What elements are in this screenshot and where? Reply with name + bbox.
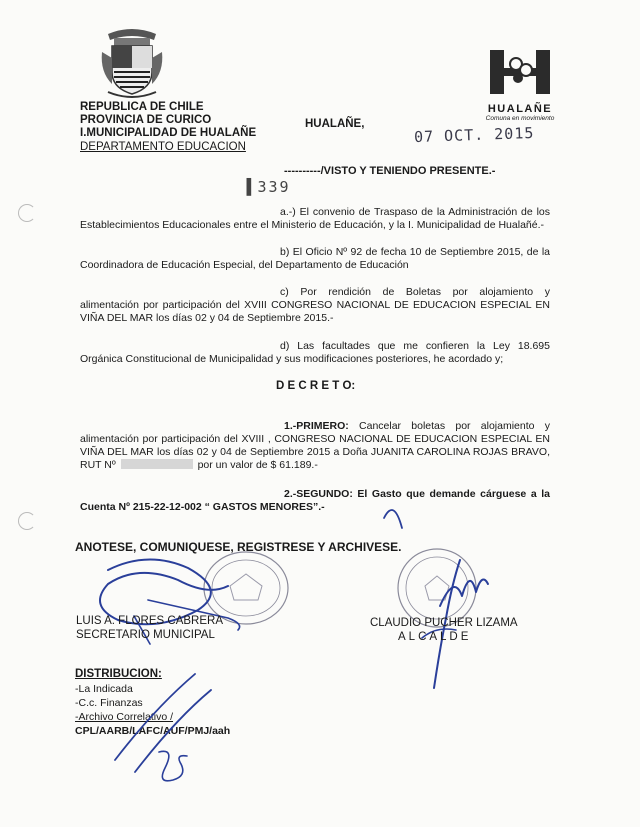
hualane-logo-mark [480, 48, 560, 96]
segundo-label: 2.-SEGUNDO: [284, 488, 353, 500]
considerando-d: d) Las facultades que me confieren la Ley 18.695 Orgánica Constitucional de Municipalidad y sus modificaciones posteriores, he acordado y; [80, 340, 550, 365]
city-label: HUALAÑE, [305, 118, 365, 130]
header-department: DEPARTAMENTO EDUCACION [80, 141, 246, 153]
punch-hole-mark [18, 204, 36, 222]
segundo-text: El Gasto que demande cárguese a la Cuenta Nº 215-22-12-002 “ GASTOS MENORES”.- [80, 488, 550, 513]
distribution-item: -La Indicada [75, 683, 133, 695]
visto-line: ----------/VISTO Y TENIENDO PRESENTE.- [284, 165, 496, 177]
mayor-signature [372, 488, 507, 693]
secretary-title: SECRETARIO MUNICIPAL [76, 629, 215, 641]
coat-of-arms-emblem [98, 22, 166, 100]
stamp-mark-icon: ▐ [242, 178, 254, 196]
mayor-title: ALCALDE [398, 631, 472, 643]
considerando-b: b) El Oficio Nº 92 de fecha 10 de Septiembre 2015, de la Coordinadora de Educación Especial, del Departamento de Educación [80, 246, 550, 271]
header-province: PROVINCIA DE CURICO [80, 114, 212, 126]
decree-number-stamp [242, 178, 291, 197]
distribution-item: -Archivo Correlativo / [75, 711, 174, 723]
hualane-logo [480, 48, 560, 122]
article-primero [80, 420, 550, 472]
logo-tagline: Comuna en movimiento [485, 115, 555, 122]
mayor-name: CLAUDIO PUCHER LIZAMA [370, 617, 518, 629]
primero-amount: por un valor de $ 61.189.- [197, 459, 318, 471]
closing-line: ANOTESE, COMUNIQUESE, REGISTRESE Y ARCHIVESE. [75, 540, 402, 554]
punch-hole-mark [18, 512, 36, 530]
distribution-item: -C.c. Finanzas [75, 697, 143, 709]
header-municipality: I.MUNICIPALIDAD DE HUALAÑE [80, 127, 257, 139]
decree-number: 339 [257, 178, 291, 196]
header-republic: REPUBLICA DE CHILE [80, 101, 204, 113]
secretary-name: LUIS A. FLORES CABRERA [76, 615, 223, 627]
distribution-ink-marks [95, 668, 225, 793]
date-stamp: 07 OCT. 2015 [413, 123, 535, 147]
logo-name: HUALAÑE [487, 103, 553, 115]
considerando-c: c) Por rendición de Boletas por alojamiento y alimentación por participación del XVIII CONGRESO NACIONAL DE EDUCACION ESPECIAL EN VIÑA DEL MAR los días 02 y 04 de Septiembre 2015.- [80, 286, 550, 324]
rut-redacted [121, 459, 193, 469]
considerando-a: a.-) El convenio de Traspaso de la Administración de los Establecimientos Educacionales entre el Ministerio de Educación, y la I. Municipalidad de Hualañé.- [80, 206, 550, 231]
decreto-title: D E C R E T O: [276, 380, 356, 392]
distribution-title: DISTRIBUCION: [75, 668, 162, 680]
primero-label: 1.-PRIMERO: [284, 420, 349, 432]
distribution-initials: CPL/AARB/LAFC/AUF/PMJ/aah [75, 725, 231, 737]
primero-text: Cancelar boletas por alojamiento y alimentación por participación del XVIII , CONGRESO NACIONAL DE EDUCACION ESPECIAL EN VIÑA DEL MAR los días 02 y 04 de Septiembre 2015 a Doña JUANITA CAROLINA ROJAS BRAVO, RUT Nº [80, 420, 550, 471]
